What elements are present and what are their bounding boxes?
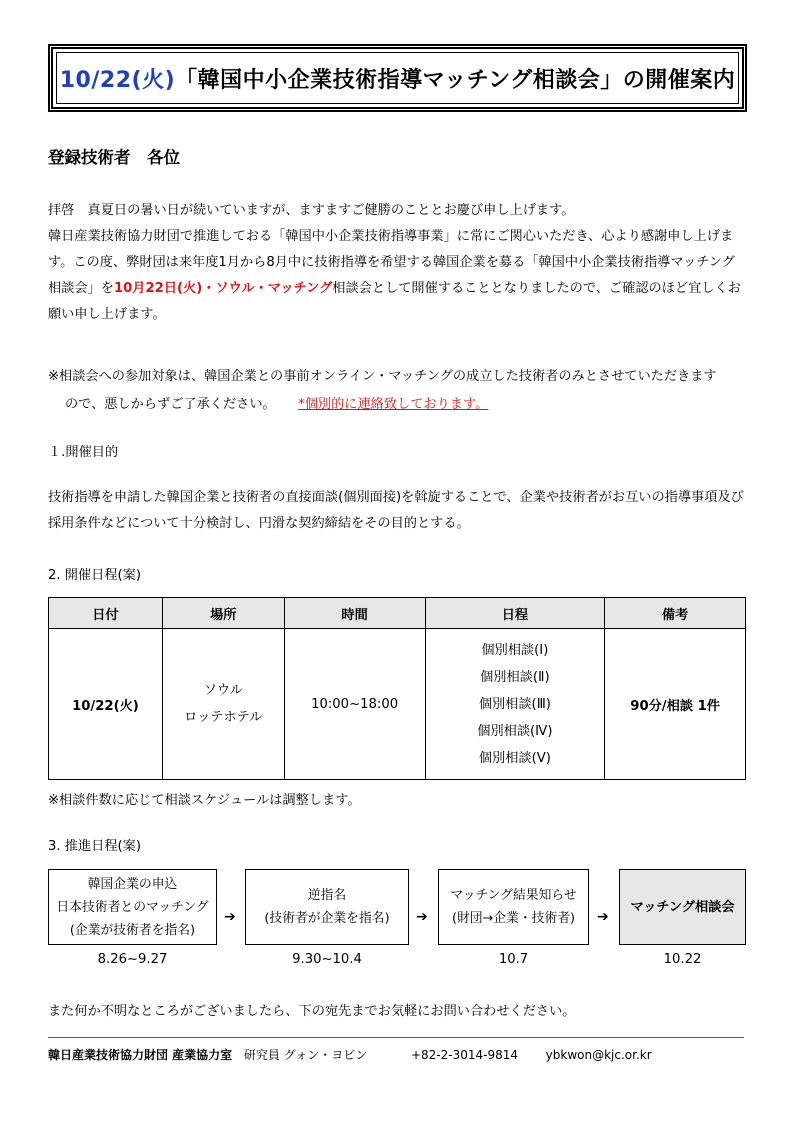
notice-line2-wrap: [65, 393, 488, 412]
flow-step-line: (技術者が企業を指名): [264, 911, 390, 926]
flow-step-result-notice: [438, 869, 589, 945]
arrow-right-icon: ➔: [416, 909, 428, 925]
footer-divider: [48, 1037, 744, 1038]
closing-text: また何か不明なところがございましたら、下の宛先までお気軽にお問い合わせください。: [48, 1004, 576, 1019]
cell-date: 10/22(火): [49, 629, 163, 780]
flow-step-line: (財団→企業・技術者): [451, 911, 576, 926]
flow-step-line: (企業が技術者を指名): [69, 922, 196, 938]
consultation-item: 個別相談(Ⅲ): [478, 696, 551, 712]
flow-step-line: 韓国企業の申込: [87, 876, 178, 892]
flow-step-line: マッチング相談会: [630, 899, 735, 915]
title-box: [48, 44, 747, 112]
title-text: 「韓国中小企業技術指導マッチング相談会」の開催案内: [175, 67, 736, 93]
greeting-paragraph: [48, 224, 748, 328]
schedule-header-row: [49, 598, 746, 629]
flow-step-application: [48, 869, 217, 945]
schedule-row: [49, 629, 746, 780]
section3-heading: 3. 推進日程(案): [48, 839, 142, 854]
header-remark: 備考: [605, 598, 746, 629]
event-highlight: 10月22日(火)・ソウル・マッチング: [113, 281, 333, 296]
flow-step-line: マッチング結果知らせ: [450, 888, 577, 903]
greeting-part1: 韓日産業技術協力財団で推進しておる「韓国中小企業技術指導事業」に常にご関心いただき、心より感謝申し上げます。この度、弊財団は来年度1月から8月中に技術指導を希望する韓国企業を募る「韓国中小企業技術指導マッチング相談会」を: [48, 229, 735, 296]
cell-consultations: [425, 629, 605, 780]
arrow-right-icon: ➔: [597, 909, 609, 925]
cell-remark: 90分/相談 1件: [605, 629, 746, 780]
header-schedule: 日程: [425, 598, 605, 629]
cell-place: [162, 629, 284, 780]
addressee: 登録技術者 各位: [48, 148, 180, 167]
footer-email[interactable]: ybkwon@kjc.or.kr: [545, 1048, 652, 1062]
footer-phone: +82-2-3014-9814: [410, 1048, 518, 1062]
notice-line2: ので、悪しからずご了承ください。: [65, 397, 276, 412]
consultation-item: 個別相談(Ⅴ): [478, 750, 551, 766]
flow-step-line: 日本技術者とのマッチング: [56, 899, 209, 915]
consultation-item: 個別相談(Ⅰ): [481, 642, 549, 658]
section2-heading: 2. 開催日程(案): [48, 568, 142, 583]
greeting-line1: 拝啓 真夏日の暑い日が続いていますが、ますますご健勝のこととお慶び申し上げます。: [48, 203, 575, 218]
schedule-table: [48, 597, 746, 780]
flow-step-matching-meeting: [619, 869, 746, 945]
footer-org: 韓日産業技術協力財団 産業協力室: [48, 1048, 233, 1062]
flow-date: 8.26~9.27: [97, 952, 168, 967]
flow-date: 10.22: [663, 952, 702, 967]
section1-heading: １.開催目的: [48, 445, 119, 460]
flow-step-line: 逆指名: [307, 888, 347, 903]
consultation-item: 個別相談(Ⅳ): [477, 723, 553, 739]
notice-red: *個別的に連絡致しております。: [298, 397, 489, 412]
consultation-item: 個別相談(Ⅱ): [480, 669, 550, 685]
flow-step-reverse-nomination: [245, 869, 409, 945]
schedule-note: ※相談件数に応じて相談スケジュールは調整します。: [48, 793, 361, 808]
header-time: 時間: [284, 598, 425, 629]
title-date: 10/22(火): [59, 67, 176, 93]
place-line1: ソウル: [203, 683, 243, 698]
greeting-part2: 相談会として開催することとなりましたので、ご確認のほど宜しくお願い申し上げます。: [48, 281, 741, 322]
footer: [48, 1046, 652, 1063]
flow-date: 10.7: [498, 952, 529, 967]
header-place: 場所: [162, 598, 284, 629]
cell-time: 10:00~18:00: [284, 629, 425, 780]
section1-body: 技術指導を申請した韓国企業と技術者の直接面談(個別面接)を斡旋することで、企業や技術者がお互いの指導事項及び採用条件などについて十分検討し、円滑な契約締結をその目的とする。: [48, 490, 744, 531]
flow-date: 9.30~10.4: [292, 952, 362, 967]
footer-person: 研究員 グォン・ヨビン: [243, 1048, 368, 1062]
arrow-right-icon: ➔: [224, 909, 236, 925]
header-date: 日付: [49, 598, 163, 629]
notice-line1: ※相談会への参加対象は、韓国企業との事前オンライン・マッチングの成立した技術者のみとさせていただきます: [48, 369, 717, 384]
place-line2: ロッテホテル: [184, 710, 263, 725]
